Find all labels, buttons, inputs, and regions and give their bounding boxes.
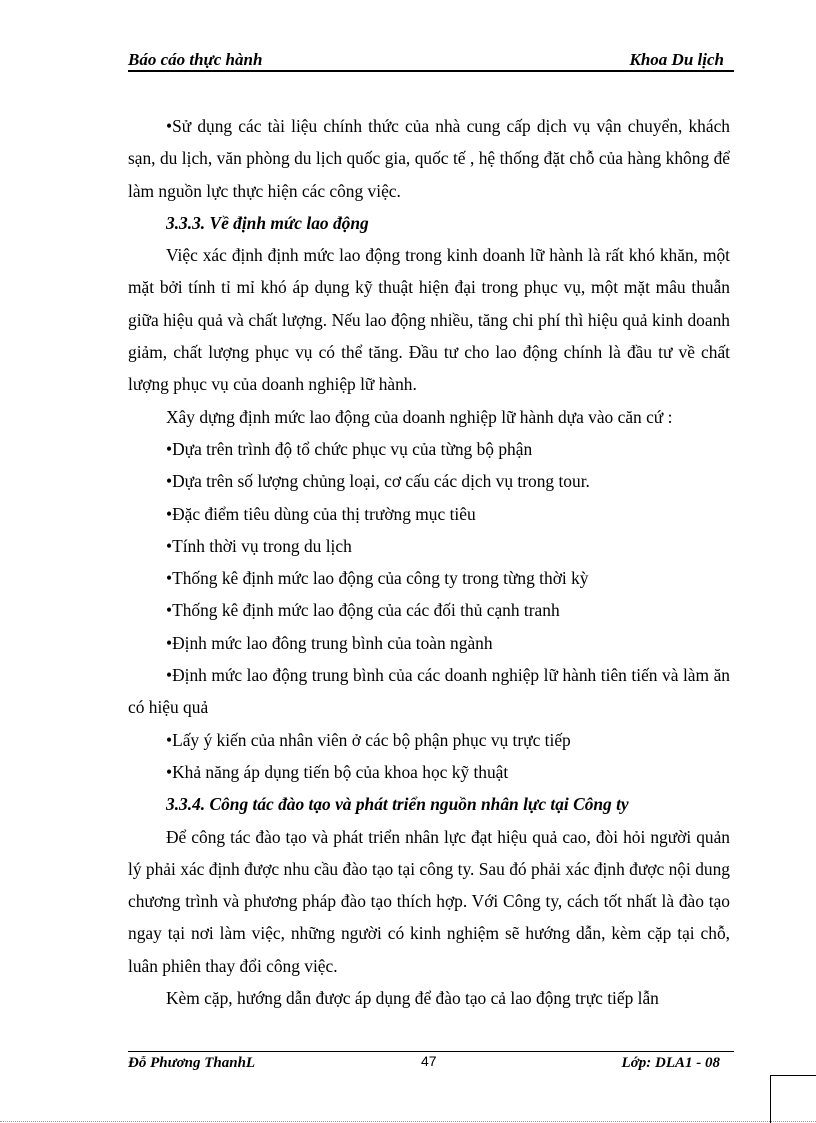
paragraph: Để công tác đào tạo và phát triển nhân lực đạt hiệu quả cao, đòi hỏi người quản lý phải xác định được nhu cầu đào tạo tại công ty. Sau đó phải xác định được nội dung chương trình và phương pháp đào tạo thích hợp. Với Công ty, cách tốt nhất là đào tạo ngay tại nơi làm việc, những người có kinh nghiệm sẽ hướng dẫn, kèm cặp tại chỗ, luân phiên thay đổi công việc. xyxy=(128,826,730,976)
list-item: •Định mức lao động trung bình của các doanh nghiệp lữ hành tiên tiến và làm ăn có hiệu quả xyxy=(128,665,730,718)
list-item: •Khả năng áp dụng tiến bộ của khoa học kỹ thuật xyxy=(166,761,509,782)
header-right: Khoa Du lịch xyxy=(629,50,724,69)
list-item: •Dựa trên trình độ tổ chức phục vụ của từng bộ phận xyxy=(166,438,533,459)
section-heading: 3.3.4. Công tác đào tạo và phát triển nguồn nhân lực tại Công ty xyxy=(166,794,629,815)
page-footer xyxy=(128,1053,734,1075)
paragraph: Việc xác định định mức lao động trong kinh doanh lữ hành là rất khó khăn, một mặt bởi tính tỉ mỉ khó áp dụng kỹ thuật hiện đại trong phục vụ, một mặt mâu thuẫn giữa hiệu quả và chất lượng. Nếu lao động nhiều, tăng chi phí thì hiệu quả kinh doanh giảm, chất lượng phục vụ có thể tăng. Đầu tư cho lao động chính là đầu tư về chất lượng phục vụ của doanh nghiệp lữ hành. xyxy=(128,245,730,395)
footer-class: Lớp: DLA1 - 08 xyxy=(621,1055,720,1071)
section-heading: 3.3.3. Về định mức lao động xyxy=(166,212,369,233)
header-rule xyxy=(128,70,734,72)
page-header xyxy=(128,50,736,72)
list-item: •Định mức lao đông trung bình của toàn ngành xyxy=(166,632,493,653)
header-left: Báo cáo thực hành xyxy=(128,50,263,69)
list-item: •Lấy ý kiến của nhân viên ở các bộ phận phục vụ trực tiếp xyxy=(166,729,571,750)
paragraph: •Sử dụng các tài liệu chính thức của nhà cung cấp dịch vụ vận chuyển, khách sạn, du lịch, văn phòng du lịch quốc gia, quốc tế , hệ thống đặt chỗ của hàng không để làm nguồn lực thực hiện các công việc. xyxy=(128,116,730,201)
list-item: •Dựa trên số lượng chủng loại, cơ cấu các dịch vụ trong tour. xyxy=(166,471,590,492)
list-item: •Tính thời vụ trong du lịch xyxy=(166,535,352,556)
paragraph: Kèm cặp, hướng dẫn được áp dụng để đào tạo cả lao động trực tiếp lẫn xyxy=(166,988,659,1009)
list-item: •Thống kê định mức lao động của công ty trong từng thời kỳ xyxy=(166,568,589,589)
paragraph: Xây dựng định mức lao động của doanh nghiệp lữ hành dựa vào căn cứ : xyxy=(166,406,673,427)
list-item: •Đặc điểm tiêu dùng của thị trường mục tiêu xyxy=(166,503,476,524)
list-item: •Thống kê định mức lao động của các đối thủ cạnh tranh xyxy=(166,600,560,621)
corner-mark xyxy=(770,1075,771,1123)
corner-mark xyxy=(770,1075,816,1076)
page-edge-dots xyxy=(0,1121,816,1122)
footer-author: Đỗ Phương ThanhL xyxy=(128,1055,256,1071)
footer-rule xyxy=(128,1051,734,1052)
page-number: 47 xyxy=(421,1053,437,1069)
document-body xyxy=(128,110,730,1014)
